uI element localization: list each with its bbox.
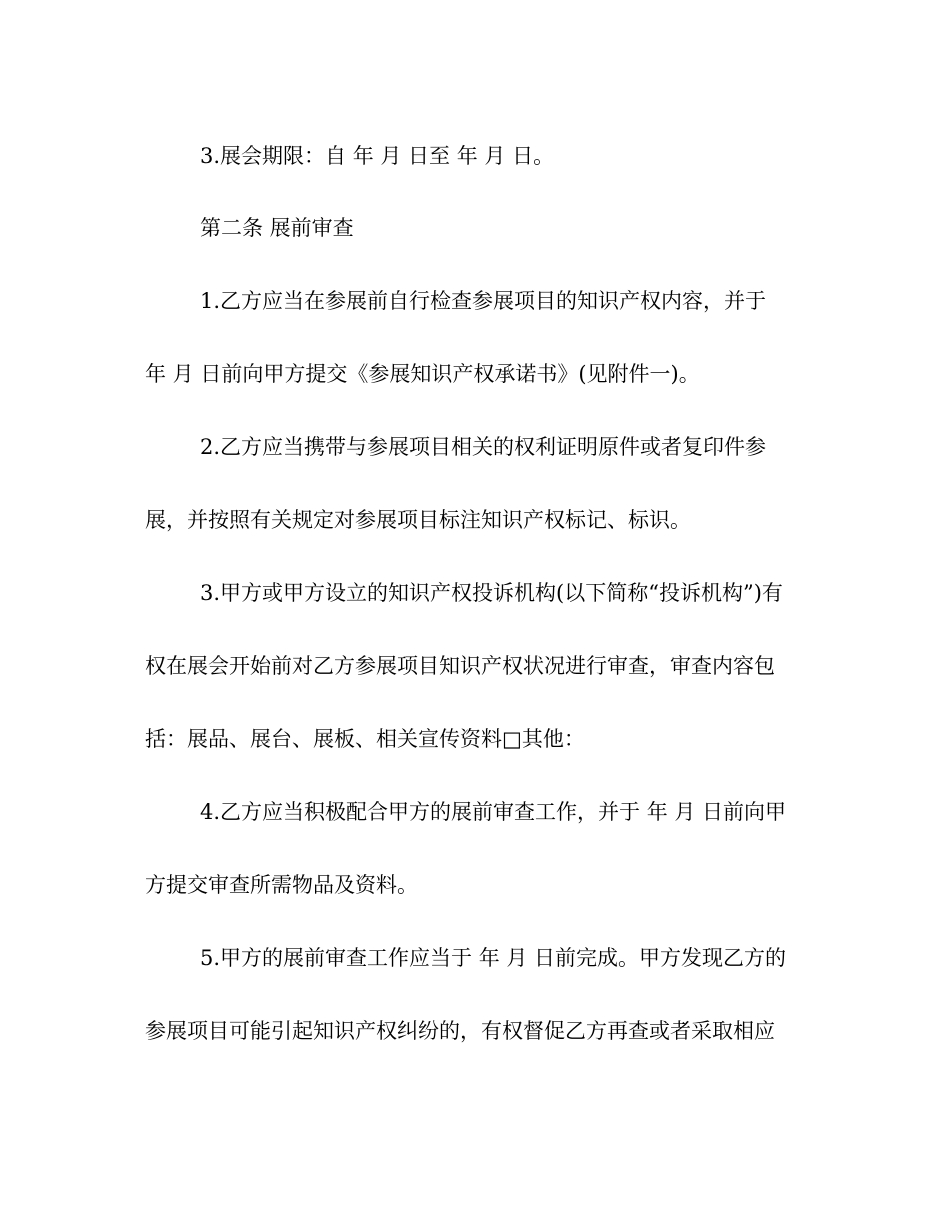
clause-4-line-1: 4.乙方应当积极配合甲方的展前审查工作，并于 年 月 日前向甲 bbox=[200, 800, 787, 824]
clause-3-line-1: 3.甲方或甲方设立的知识产权投诉机构(以下简称“投诉机构”)有 bbox=[200, 581, 783, 605]
article-two-heading: 第二条 展前审查 bbox=[200, 216, 354, 240]
clause-exhibition-period: 3.展会期限：自 年 月 日至 年 月 日。 bbox=[200, 144, 555, 168]
clause-2-line-2: 展，并按照有关规定对参展项目标注知识产权标记、标识。 bbox=[145, 508, 691, 532]
clause-5-line-2: 参展项目可能引起知识产权纠纷的，有权督促乙方再查或者采取相应 bbox=[145, 1019, 775, 1043]
clause-3-line-3: 括：展品、展台、展板、相关宣传资料□其他： bbox=[145, 727, 585, 751]
clause-3-line-2: 权在展会开始前对乙方参展项目知识产权状况进行审查，审查内容包 bbox=[145, 654, 775, 678]
clause-1-line-2: 年 月 日前向甲方提交《参展知识产权承诺书》(见附件一)。 bbox=[145, 362, 700, 386]
clause-1-line-1: 1.乙方应当在参展前自行检查参展项目的知识产权内容，并于 bbox=[200, 289, 767, 313]
clause-5-line-1: 5.甲方的展前审查工作应当于 年 月 日前完成。甲方发现乙方的 bbox=[200, 946, 787, 970]
clause-4-line-2: 方提交审查所需物品及资料。 bbox=[145, 873, 418, 897]
clause-2-line-1: 2.乙方应当携带与参展项目相关的权利证明原件或者复印件参 bbox=[200, 435, 767, 459]
